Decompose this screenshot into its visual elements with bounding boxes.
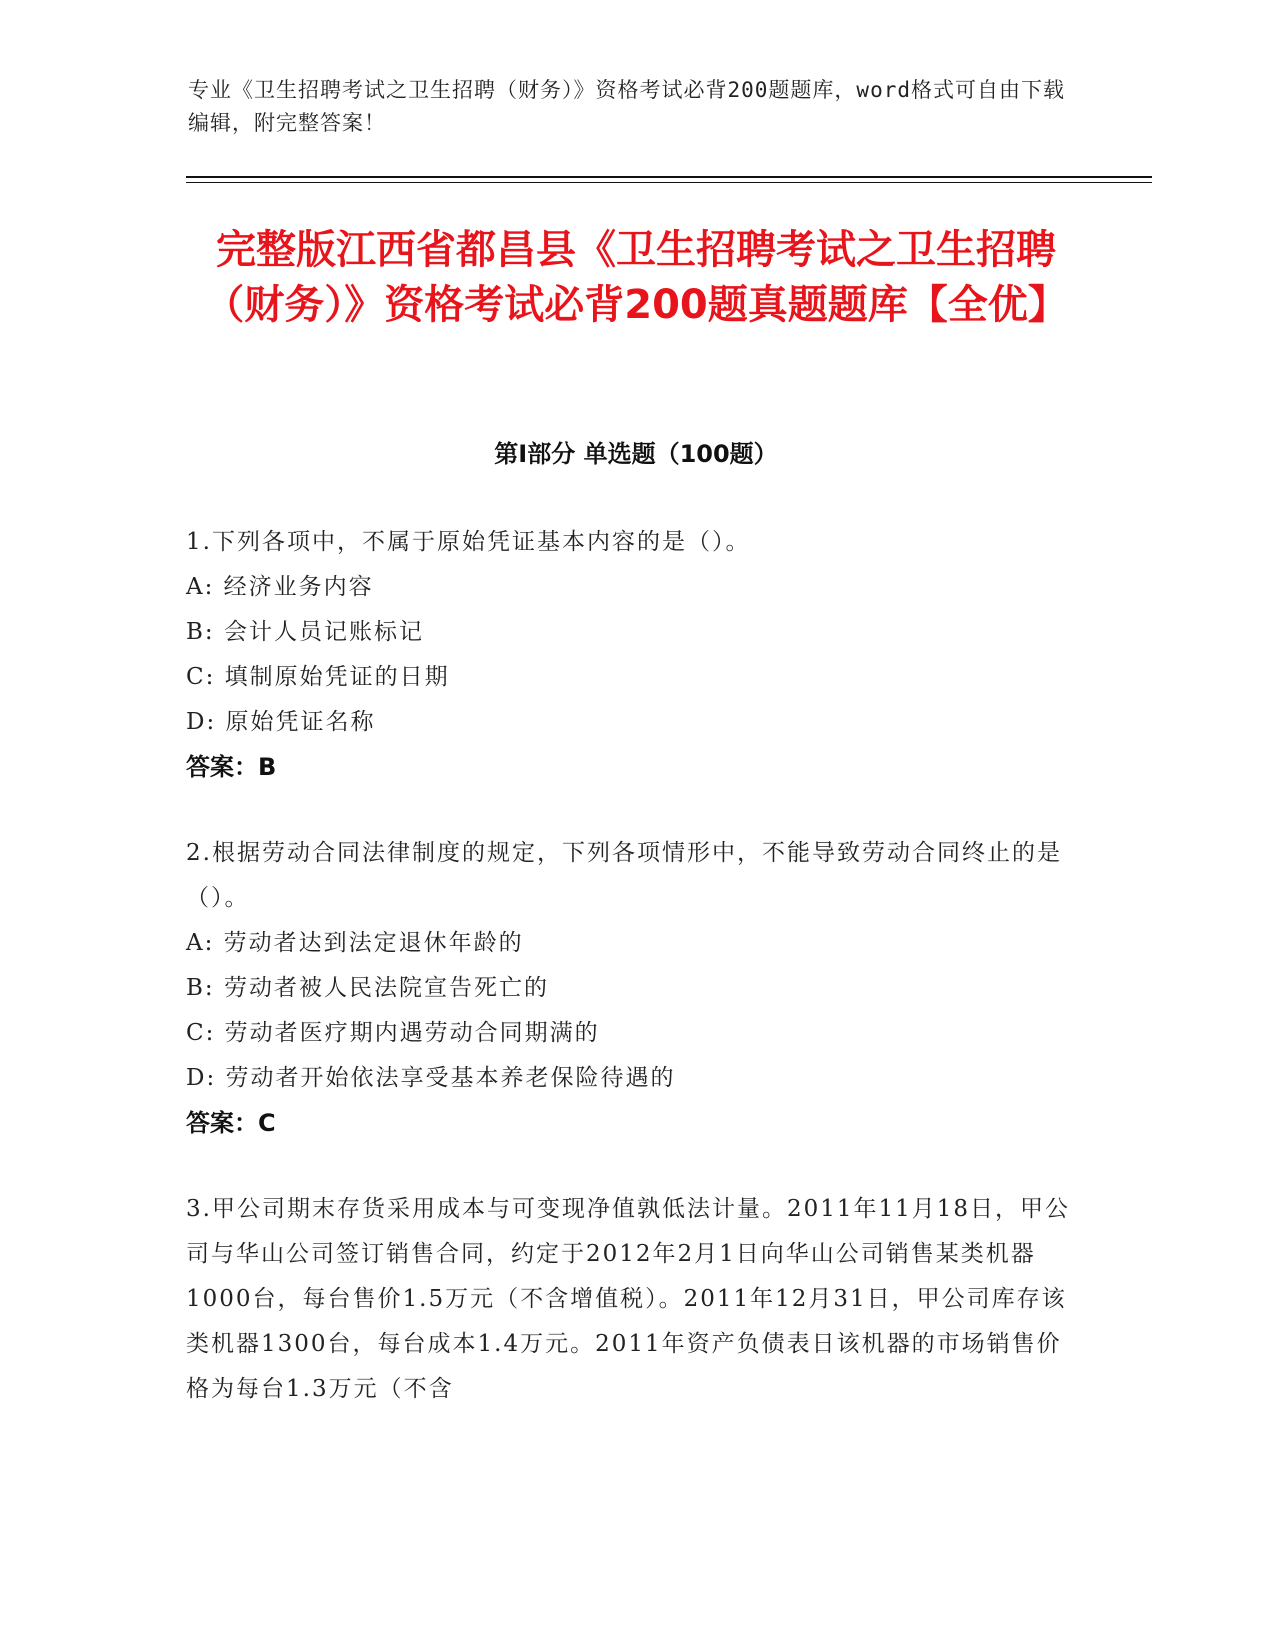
question-list [186,520,1076,1453]
question-stem: 1.下列各项中，不属于原始凭证基本内容的是（）。 [186,529,751,555]
answer: 答案：B [186,753,277,781]
question-stem: 3.甲公司期末存货采用成本与可变现净值孰低法计量。2011年11月18日，甲公司与华山公司签订销售合同，约定于2012年2月1日向华山公司销售某类机器1000台，每台售价1.5万元（不含增值税）。2011年12月31日，甲公司库存该类机器1300台，每台成本1.4万元。2011年资产负债表日该机器的市场销售价格为每台1.3万元（不含 [186,1196,1071,1402]
option-c: C: 填制原始凭证的日期 [186,664,450,690]
header-note: 专业《卫生招聘考试之卫生招聘（财务）》资格考试必背200题题库，word格式可自由下载编辑，附完整答案！ [188,78,1065,135]
option-d: D: 劳动者开始依法享受基本养老保险待遇的 [186,1065,676,1091]
option-a: A: 劳动者达到法定退休年龄的 [186,930,524,956]
section-title: 第Ⅰ部分 单选题（100题） [494,440,778,468]
option-b: B: 劳动者被人民法院宣告死亡的 [186,975,549,1001]
document-title: 完整版江西省都昌县《卫生招聘考试之卫生招聘（财务）》资格考试必背200题真题题库【全优】 [204,227,1068,328]
question-3 [186,1187,1076,1412]
option-a: A: 经济业务内容 [186,574,374,600]
answer: 答案：C [186,1109,276,1137]
header-rule-thin [186,182,1152,183]
option-d: D: 原始凭证名称 [186,709,376,735]
option-c: C: 劳动者医疗期内遇劳动合同期满的 [186,1020,600,1046]
question-1 [186,520,1076,790]
question-stem: 2.根据劳动合同法律制度的规定，下列各项情形中，不能导致劳动合同终止的是（）。 [186,840,1062,911]
question-2 [186,831,1076,1146]
header-rule-thick [186,176,1152,178]
option-b: B: 会计人员记账标记 [186,619,424,645]
